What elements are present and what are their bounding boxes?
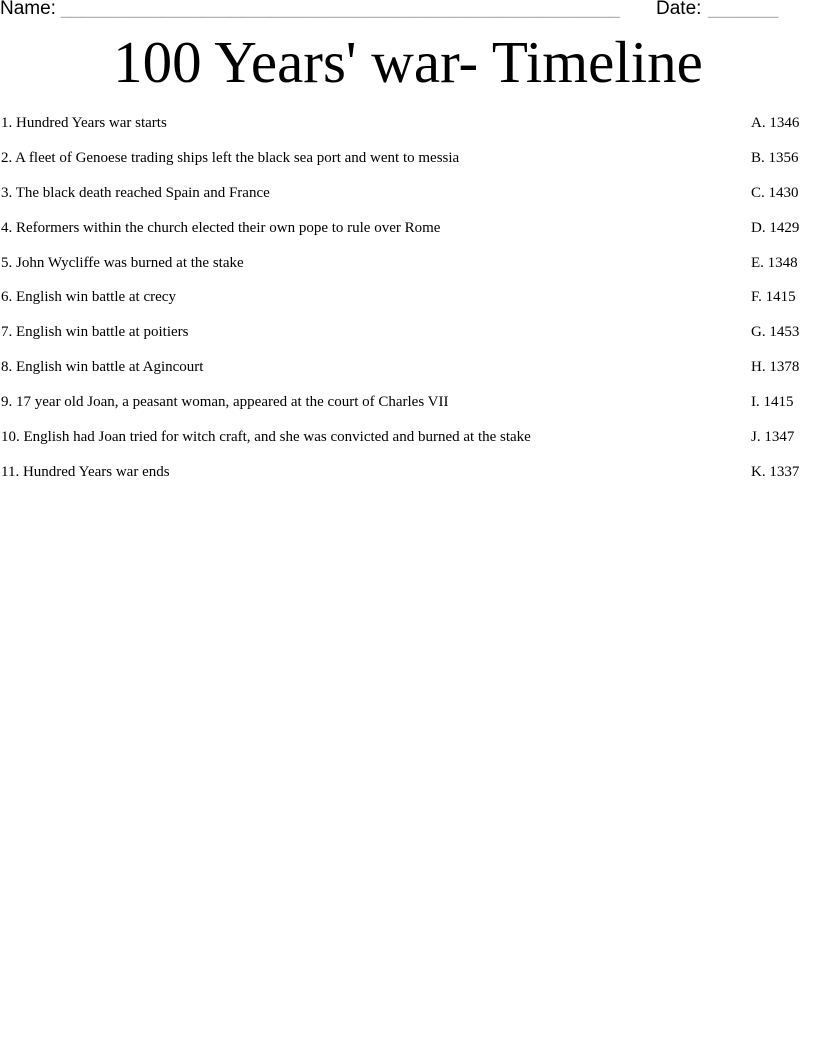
list-item [0,323,816,358]
event-text: 10. English had Joan tried for witch craft, and she was convicted and burned at the stake [1,429,531,446]
date-option: A. 1346 [751,115,800,131]
date-option: E. 1348 [751,254,798,271]
date-option: G. 1453 [751,324,800,341]
list-item [0,254,816,289]
list-item [0,393,816,428]
name-label: Name: [0,0,56,19]
date-blank: _______ [708,0,778,19]
date-option: B. 1356 [751,149,799,166]
timeline-matching-list [0,114,816,498]
date-option: I. 1415 [751,394,794,411]
event-text: 1. Hundred Years war starts [1,115,167,131]
worksheet-header [0,0,816,24]
event-text: 8. English win battle at Agincourt [1,359,204,376]
date-option: C. 1430 [751,184,799,201]
event-text: 11. Hundred Years war ends [1,463,170,480]
list-item [0,288,816,323]
list-item [0,463,816,498]
date-option: D. 1429 [751,219,800,236]
event-text: 2. A fleet of Genoese trading ships left the black sea port and went to messia [1,149,460,166]
event-text: 5. John Wycliffe was burned at the stake [1,254,244,271]
list-item [0,428,816,463]
event-text: 7. English win battle at poitiers [1,324,189,341]
name-blank: ________________________________________________________ [61,0,620,19]
list-item [0,114,816,149]
date-option: H. 1378 [751,359,800,376]
event-text: 9. 17 year old Joan, a peasant woman, appeared at the court of Charles VII [1,394,449,411]
date-label: Date: [656,0,702,19]
date-option: K. 1337 [751,463,800,480]
list-item [0,184,816,219]
event-text: 6. English win battle at crecy [1,289,176,306]
date-option: J. 1347 [751,429,795,446]
event-text: 3. The black death reached Spain and France [1,184,270,201]
page-title: 100 Years' war- Timeline [113,29,703,95]
list-item [0,149,816,184]
list-item [0,358,816,393]
date-option: F. 1415 [751,289,796,306]
list-item [0,219,816,254]
event-text: 4. Reformers within the church elected their own pope to rule over Rome [1,219,441,236]
